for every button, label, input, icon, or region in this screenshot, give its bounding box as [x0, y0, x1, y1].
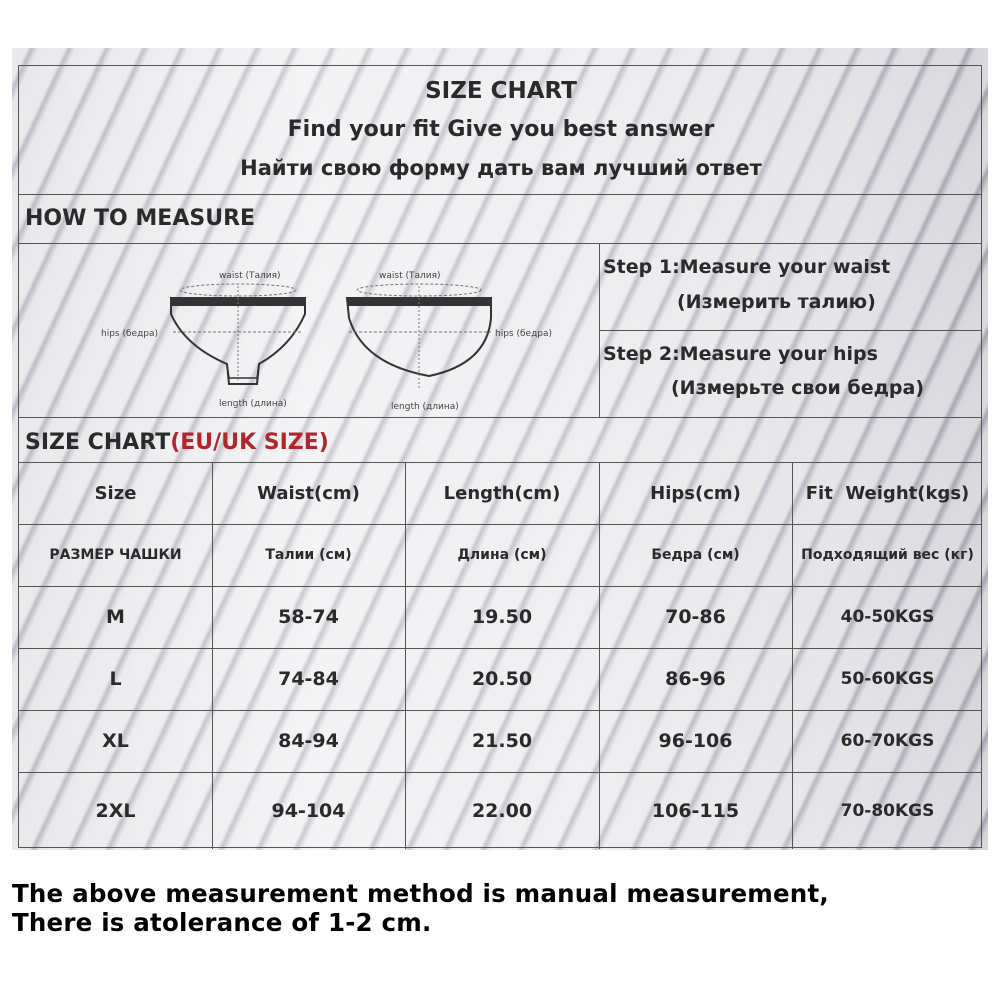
footer-line2: There is atolerance of 1-2 cm. [12, 907, 432, 937]
column-header-weight-ru: Подходящий вес (кг) [801, 547, 974, 563]
table-cell-length: 20.50 [471, 668, 533, 690]
size-chart-grid [18, 65, 982, 848]
length-label-back: length (длина) [391, 402, 459, 412]
divider [19, 194, 981, 195]
column-header-length: Length(cm) [443, 482, 561, 504]
step1-en: Step 1:Measure your waist [603, 256, 891, 278]
brief-back-icon [347, 284, 491, 388]
table-cell-weight: 70-80KGS [840, 800, 935, 821]
waist-label-front: waist (Талия) [219, 271, 281, 281]
table-cell-waist: 84-94 [278, 730, 339, 752]
subtitle-ru: Найти свою форму дать вам лучший ответ [240, 156, 762, 180]
column-header-waist: Waist(cm) [257, 482, 360, 504]
size-chart-heading-accent: (EU/UK SIZE) [170, 430, 329, 455]
size-chart-heading [25, 430, 329, 455]
divider [19, 417, 981, 418]
table-cell-length: 21.50 [471, 730, 533, 752]
column-header-length-ru: Длина (см) [457, 547, 547, 563]
table-cell-waist: 74-84 [278, 668, 339, 690]
step2-en: Step 2:Measure your hips [603, 343, 878, 365]
column-header-hips-ru: Бедра (см) [651, 547, 740, 563]
divider [599, 330, 981, 331]
table-cell-weight: 50-60KGS [840, 669, 935, 689]
measurement-diagram [79, 246, 599, 416]
table-cell-weight: 40-50KGS [840, 607, 935, 627]
column-header-hips: Hips(cm) [650, 482, 741, 504]
hips-label-front: hips (бедра) [101, 329, 159, 339]
waist-label-back: waist (Талия) [379, 271, 441, 281]
table-cell-hips: 96-106 [658, 730, 733, 752]
column-header-size: Size [94, 482, 137, 504]
table-cell-weight: 60-70KGS [840, 731, 935, 751]
column-header-waist-ru: Талии (см) [265, 547, 352, 563]
size-chart-heading-main: SIZE CHART [25, 430, 171, 455]
table-cell-size: M [106, 606, 125, 628]
footer-note [12, 880, 992, 938]
divider [19, 243, 981, 244]
table-cell-hips: 106-115 [651, 799, 740, 822]
column-header-size-ru: РАЗМЕР ЧАШКИ [49, 547, 182, 563]
table-cell-size: 2XL [95, 799, 136, 822]
column-header-weight: Fit Weight(kgs) [805, 482, 970, 504]
table-cell-hips: 86-96 [665, 668, 726, 690]
step1-ru: (Измерить талию) [677, 291, 876, 313]
chart-title: SIZE CHART [425, 78, 577, 104]
how-to-measure-heading: HOW TO MEASURE [25, 206, 256, 231]
brief-front-icon [171, 284, 305, 384]
size-chart-panel [12, 48, 988, 850]
table-cell-length: 19.50 [471, 606, 533, 628]
footer-line1: The above measurement method is manual measurement, [12, 879, 829, 908]
table-cell-hips: 70-86 [665, 606, 726, 628]
hips-label-back: hips (бедра) [495, 329, 553, 339]
table-cell-size: XL [102, 730, 129, 752]
table-cell-length: 22.00 [471, 799, 533, 822]
subtitle-en: Find your fit Give you best answer [287, 117, 715, 142]
length-label-front: length (длина) [219, 399, 287, 409]
table-cell-waist: 94-104 [271, 799, 346, 822]
table-cell-size: L [109, 668, 122, 690]
table-cell-waist: 58-74 [278, 606, 339, 628]
step2-ru: (Измерьте свои бедра) [671, 377, 925, 399]
